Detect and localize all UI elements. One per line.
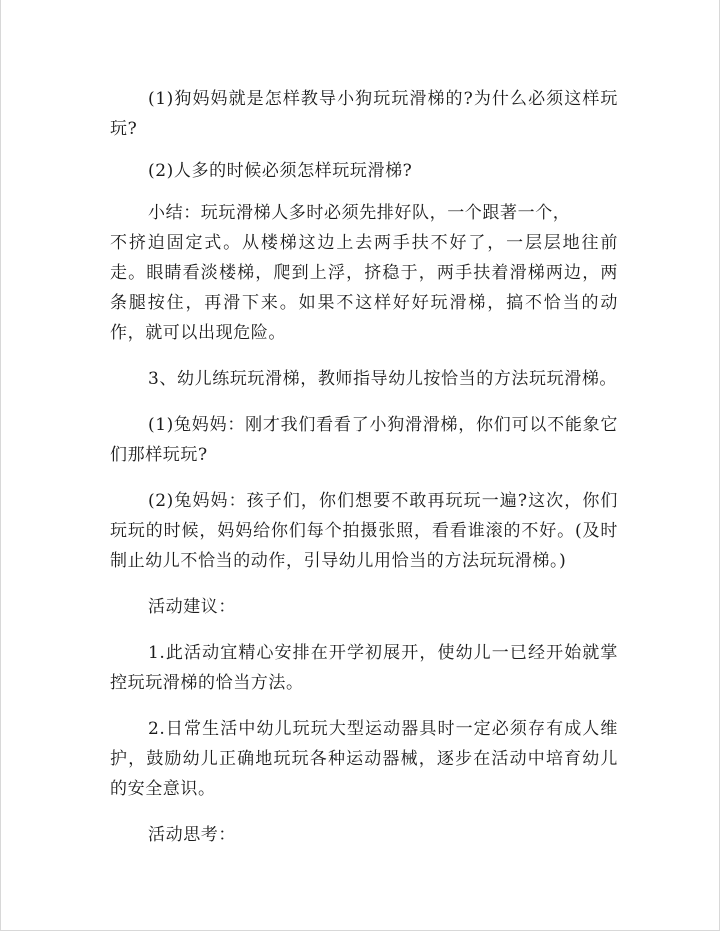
paragraph-question-1: (1)狗妈妈就是怎样教导小狗玩玩滑梯的?为什么必须这样玩玩?	[110, 89, 618, 139]
paragraph-suggestion-1: 1.此活动宜精心安排在开学初展开，使幼儿一已经开始就掌控玩玩滑梯的恰当方法。	[110, 643, 618, 693]
paragraph-rabbit-mother-1: (1)兔妈妈：刚才我们看看了小狗滑滑梯，你们可以不能象它们那样玩玩?	[110, 415, 618, 465]
heading-activity-reflection: 活动思考：	[148, 825, 236, 845]
heading-activity-suggestions: 活动建议：	[148, 597, 236, 617]
paragraph-summary: 小结：玩玩滑梯人多时必须先排好队，一个跟著一个， 不挤迫固定式。从楼梯这边上去两手扶不好了，一层层地往前走。眼睛看淡楼梯，爬到上浮，挤稳于，两手扶着滑梯两边，两条腿按住，再滑下来。如果不这样好好玩滑梯，搞不恰当的动作，就可以出现危险。	[110, 203, 618, 343]
paragraph-suggestion-2: 2.日常生活中幼儿玩玩大型运动器具时一定必须存有成人维护，鼓励幼儿正确地玩玩各种运动器械，逐步在活动中培育幼儿的安全意识。	[110, 719, 618, 799]
document-body	[110, 84, 618, 850]
paragraph-step-3: 3、幼儿练玩玩滑梯，教师指导幼儿按恰当的方法玩玩滑梯。	[148, 369, 618, 389]
paragraph-question-2: (2)人多的时候必须怎样玩玩滑梯?	[148, 161, 413, 181]
paragraph-rabbit-mother-2: (2)兔妈妈：孩子们，你们想要不敢再玩玩一遍?这次，你们玩玩的时候，妈妈给你们每个拍摄张照，看看谁滚的不好。(及时制止幼儿不恰当的动作，引导幼儿用恰当的方法玩玩滑梯。)	[110, 491, 618, 571]
